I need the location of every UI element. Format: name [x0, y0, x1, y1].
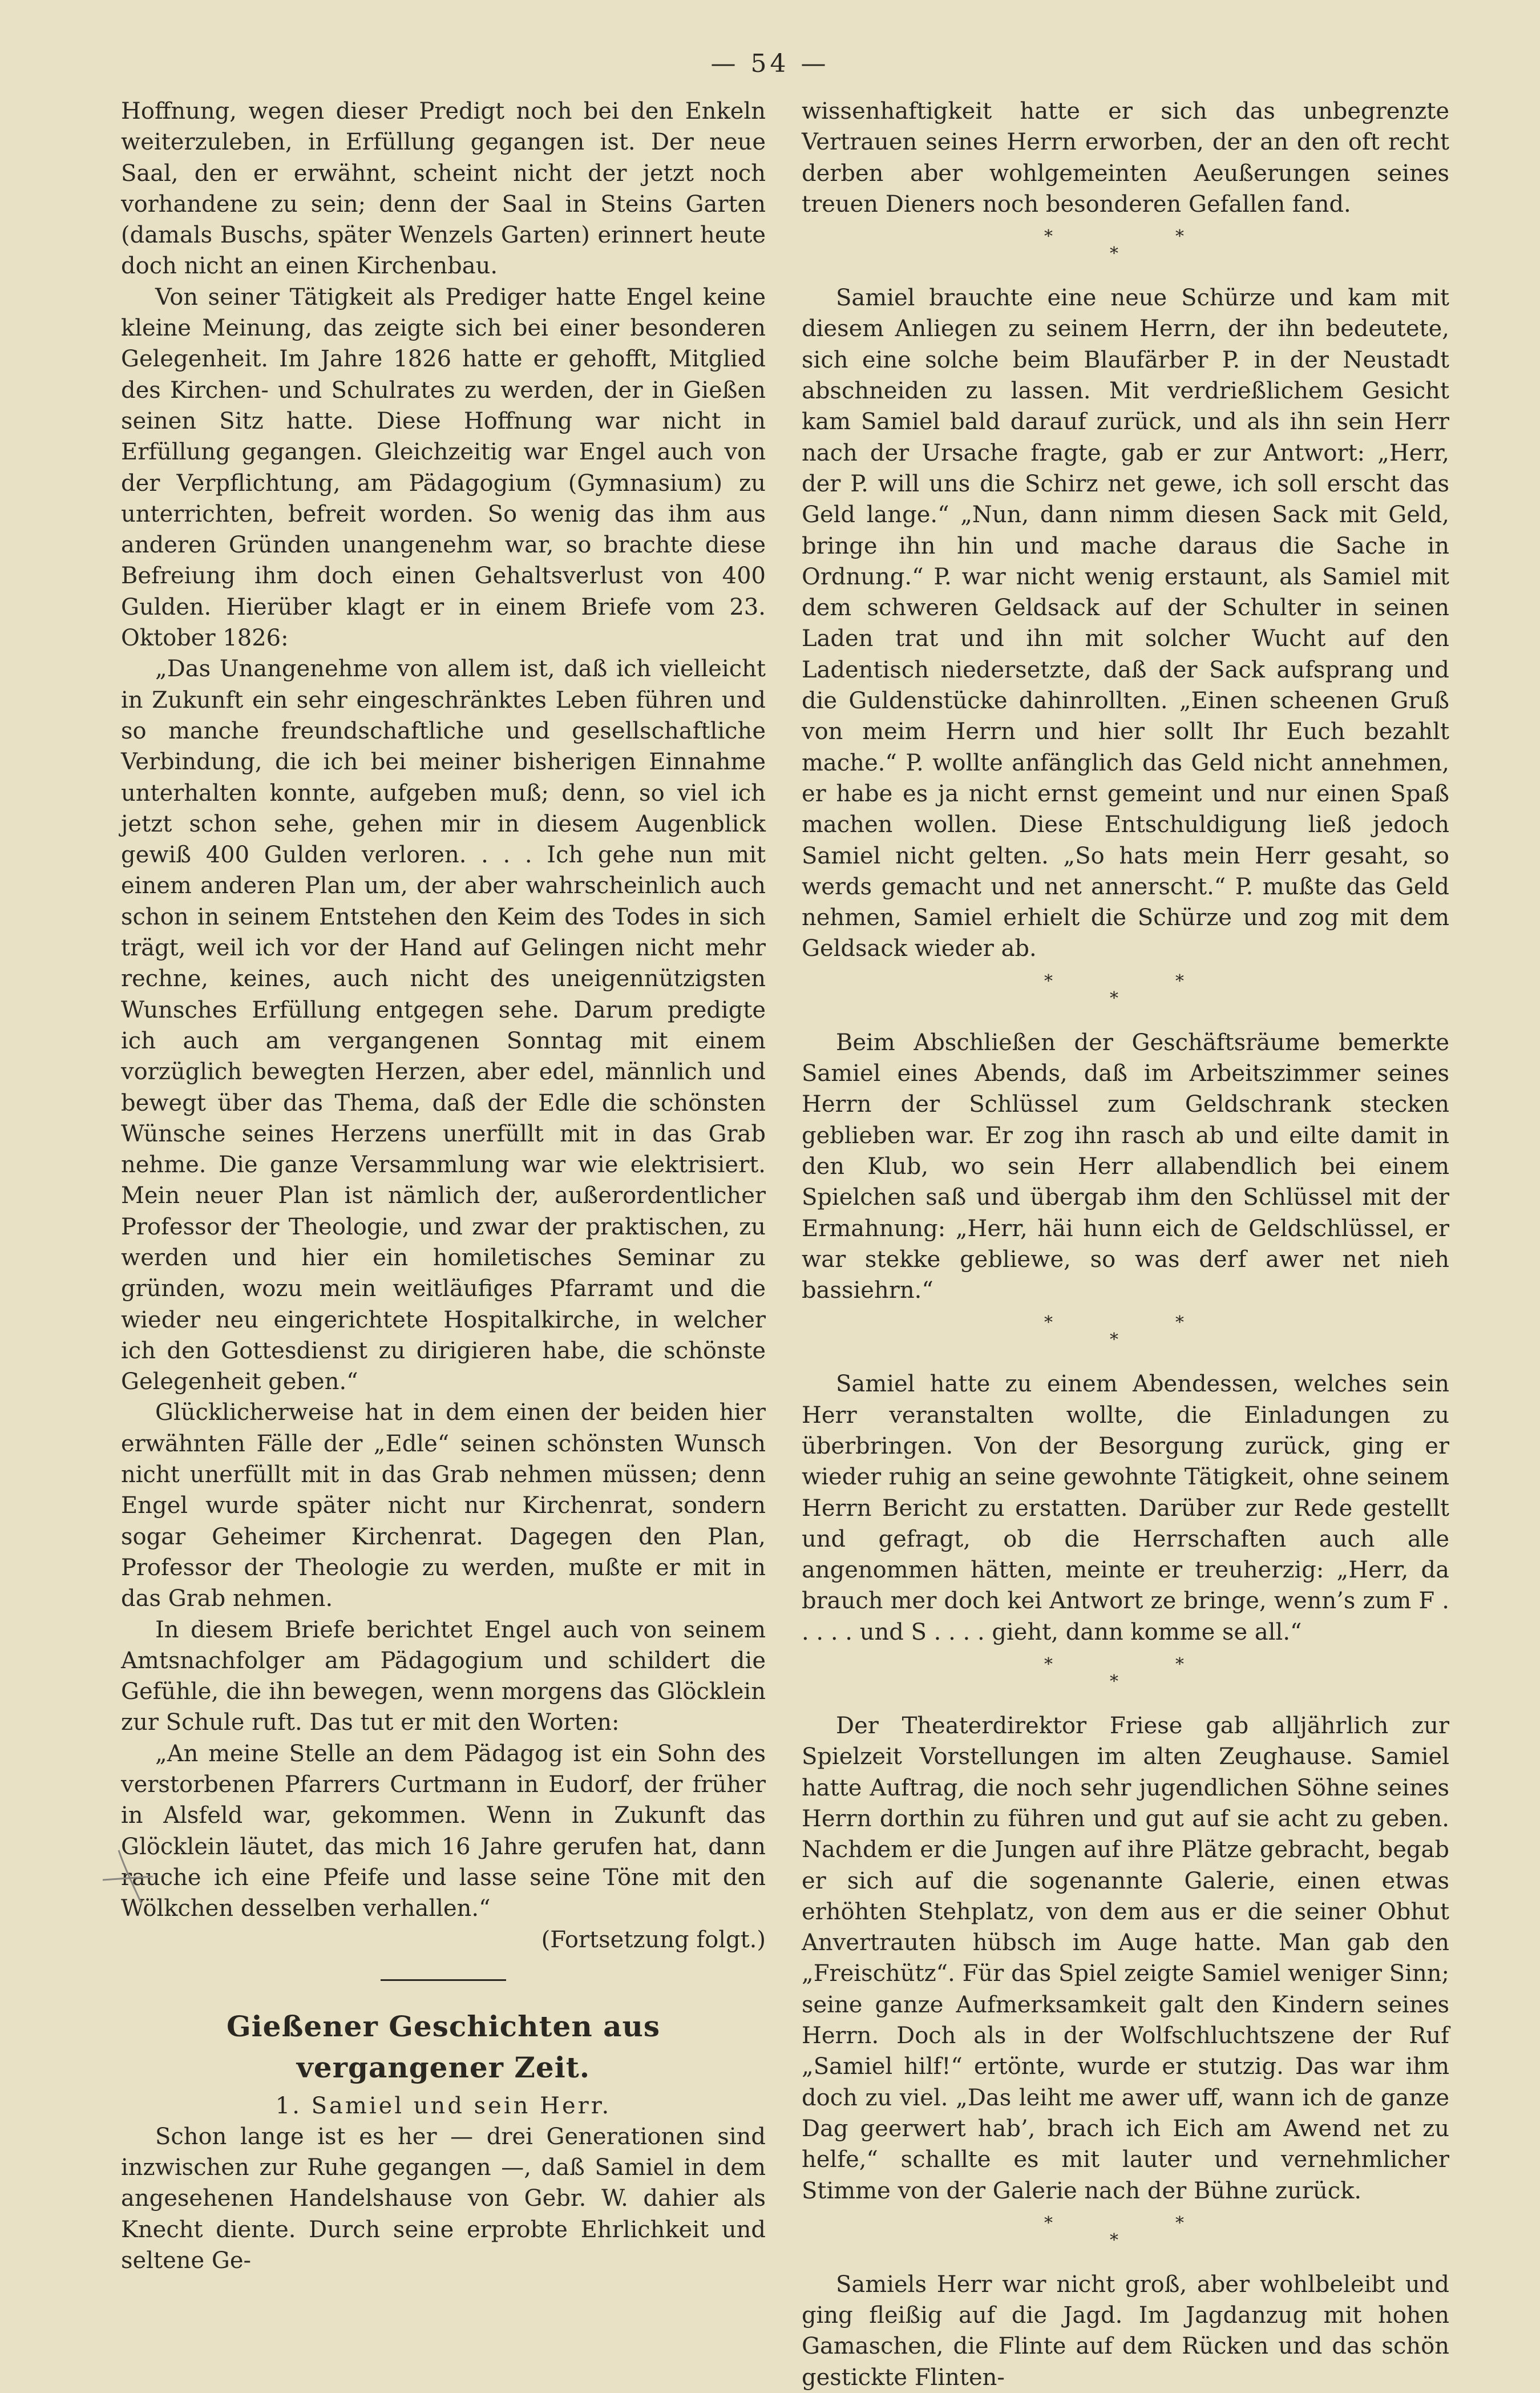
- paragraph: Beim Abschließen der Geschäftsräume bemerkte Samiel eines Abends, daß im Arbeitszimmer seines Herrn der Schlüssel zum Geldschrank stecken geblieben war. Er zog ihn rasch ab und eilte damit in den Klub, wo sein Herr allabendlich bei einem Spielchen saß und übergab ihm den Schlüssel mit der Ermahnung: „Herr, häi hunn eich de Geldschlüssel, er war stekke gebliewe, so was derf awer net nieh bassiehrn.“: [802, 1029, 1449, 1304]
- article-heading: Gießener Geschichten aus vergangener Zeit.: [226, 2009, 661, 2084]
- article-subheading: 1. Samiel und sein Herr.: [275, 2092, 612, 2119]
- section-divider: [381, 1979, 506, 1981]
- paragraph: In diesem Briefe berichtet Engel auch von seinem Amtsnachfolger am Pädagogium und schildert die Gefühle, die ihn bewegen, wenn morgens das Glöcklein zur Schule ruft. Das tut er mit den Worten:: [121, 1616, 766, 1736]
- paragraph: Der Theaterdirektor Friese gab alljährlich zur Spielzeit Vorstellungen im alten Zeughause. Samiel hatte Auftrag, die noch sehr jugendlichen Söhne seines Herrn dorthin zu führen und gut auf sie acht zu geben. Nachdem er die Jungen auf ihre Plätze gebracht, begab er sich auf die sogenannte Galerie, einen etwas erhöhten Stehplatz, von dem aus er die seiner Obhut Anvertrauten hübsch im Auge hatte. Man gab den „Freischütz“. Für das Spiel zeigte Samiel weniger Sinn; seine ganze Aufmerksamkeit galt den Kindern seines Herrn. Doch als in der Wolfschluchtszene der Ruf „Samiel hilf!“ ertönte, wurde er stutzig. Das war ihm doch zu viel. „Das leiht me awer uff, wann ich de ganze Dag geerwert hab’, brach ich Eich am Awend net zu helfe,“ schallte es mit lauter und vernehmlicher Stimme von der Galerie nach der Bühne zurück.: [802, 1713, 1449, 2204]
- section-break: [802, 1306, 1449, 1369]
- asterisk: *: [1044, 1654, 1053, 1675]
- asterisk: *: [1044, 1313, 1053, 1333]
- section-break: [802, 1648, 1449, 1710]
- right-column: [802, 96, 1449, 2393]
- asterisk: *: [1175, 971, 1184, 991]
- pencil-mark-icon: [102, 1845, 154, 1907]
- asterisk: *: [1175, 227, 1184, 247]
- quote-paragraph: „An meine Stelle an dem Pädagog ist ein Sohn des verstorbenen Pfarrers Curtmann in Eudorf, der früher in Alsfeld war, gekommen. Wenn in Zukunft das Glöcklein läutet, das mich 16 Jahre gerufen hat, dann rauche ich eine Pfeife und lasse seine Töne mit den Wölkchen desselben verhallen.“: [121, 1740, 766, 1922]
- asterisk: *: [1110, 1672, 1118, 1692]
- paragraph: Von seiner Tätigkeit als Prediger hatte Engel keine kleine Meinung, das zeigte sich bei einer besonderen Gelegenheit. Im Jahre 1826 hatte er gehofft, Mitglied des Kirchen- und Schulrates zu werden, der in Gießen seinen Sitz hatte. Diese Hoffnung war nicht in Erfüllung gegangen. Gleichzeitig war Engel auch von der Verpflichtung, am Pädagogium (Gymnasium) zu unterrichten, befreit worden. So wenig das ihm aus anderen Gründen unangenehm war, so brachte diese Befreiung ihm doch einen Gehaltsverlust von 400 Gulden. Hierüber klagt er in einem Briefe vom 23. Oktober 1826:: [121, 284, 766, 652]
- paragraph: Schon lange ist es her — drei Generationen sind inzwischen zur Ruhe gegangen —, daß Samiel in dem angesehenen Handelshause von Gebr. W. dahier als Knecht diente. Durch seine erprobte Ehrlichkeit und seltene Ge-: [121, 2123, 766, 2274]
- paragraph: Hoffnung, wegen dieser Predigt noch bei den Enkeln weiterzuleben, in Erfüllung gegangen ist. Der neue Saal, den er erwähnt, scheint nicht der jetzt noch vorhandene zu sein; denn der Saal in Steins Garten (damals Buschs, später Wenzels Garten) erinnert heute doch nicht an einen Kirchenbau.: [121, 98, 766, 280]
- asterisk: *: [1044, 2213, 1053, 2233]
- section-break: [802, 220, 1449, 283]
- paragraph: Glücklicherweise hat in dem einen der beiden hier erwähnten Fälle der „Edle“ seinen schönsten Wunsch nicht unerfüllt mit in das Grab nehmen müssen; denn Engel wurde später nicht nur Kirchenrat, sondern sogar Geheimer Kirchenrat. Dagegen den Plan, Professor der Theologie zu werden, mußte er mit in das Grab nehmen.: [121, 1399, 766, 1612]
- quote-paragraph: „Das Unangenehme von allem ist, daß ich vielleicht in Zukunft ein sehr eingeschränktes Leben führen und so manche freundschaftliche und gesellschaftliche Verbindung, die ich bei meiner bisherigen Einnahme unterhalten konnte, aufgeben muß; denn, so viel ich jetzt schon sehe, gehen mir in diesem Augenblick gewiß 400 Gulden verloren. . . . Ich gehe nun mit einem anderen Plan um, der aber wahrscheinlich auch schon in seinem Entstehen den Keim des Todes in sich trägt, weil ich vor der Hand auf Gelingen nicht mehr rechne, keines, auch nicht des uneigennützigsten Wunsches Erfüllung entgegen sehe. Darum predigte ich auch am vergangenen Sonntag mit einem vorzüglich bewegten Herzen, aber edel, männlich und bewegt über das Thema, daß der Edle die schönsten Wünsche seines Herzens unerfüllt mit in das Grab nehme. Die ganze Versammlung war wie elektrisiert. Mein neuer Plan ist nämlich der, außerordentlicher Professor der Theologie, und zwar der praktischen, zu werden und hier ein homiletisches Seminar zu gründen, wozu mein weitläufiges Pfarramt und die wieder neu eingerichtete Hospitalkirche, in welcher ich den Gottesdienst zu dirigieren habe, die schönste Gelegenheit geben.“: [121, 656, 766, 1395]
- asterisk: *: [1175, 1313, 1184, 1333]
- section-break: [802, 965, 1449, 1027]
- paragraph: Samiel brauchte eine neue Schürze und kam mit diesem Anliegen zu seinem Herrn, der ihn bedeutete, sich eine solche beim Blaufärber P. in der Neustadt abschneiden zu lassen. Mit verdrießlichem Gesicht kam Samiel bald darauf zurück, und als ihn sein Herr nach der Ursache fragte, gab er zur Antwort: „Herr, der P. will uns die Schirz net gewe, ich soll erscht das Geld lange.“ „Nun, dann nimm diesen Sack mit Geld, bringe ihn hin und mache daraus die Sache in Ordnung.“ P. war nicht wenig erstaunt, als Samiel mit dem schweren Geldsack auf der Schulter in seinen Laden trat und ihn mit solcher Wucht auf den Ladentisch niedersetzte, daß der Sack aufsprang und die Guldenstücke dahinrollten. „Einen scheenen Gruß von meim Herrn und hier sollt Ihr Euch bezahlt mache.“ P. wollte anfänglich das Geld nicht annehmen, er habe es ja nicht ernst gemeint und nur einen Spaß machen wollen. Diese Entschuldigung ließ jedoch Samiel nicht gelten. „So hats mein Herr gesaht, so werds gemacht und net annerscht.“ P. mußte das Geld nehmen, Samiel erhielt die Schürze und zog mit dem Geldsack wieder ab.: [802, 285, 1449, 962]
- paragraph: Samiel hatte zu einem Abendessen, welches sein Herr veranstalten wollte, die Einladungen zu überbringen. Von der Besorgung zurück, ging er wieder ruhig an seine gewohnte Tätigkeit, ohne seinem Herrn Bericht zu erstatten. Darüber zur Rede gestellt und gefragt, ob die Herrschaften auch alle angenommen hätten, meinte er treuherzig: „Herr, da brauch mer doch kei Antwort ze bringe, wenn’s zum F . . . . . und S . . . . gieht, dann komme se all.“: [802, 1371, 1449, 1645]
- paragraph: Samiels Herr war nicht groß, aber wohlbeleibt und ging fleißig auf die Jagd. Im Jagdanzug mit hohen Gamaschen, die Flinte auf dem Rücken und das schön gestickte Flinten-: [802, 2271, 1449, 2391]
- asterisk: *: [1110, 244, 1118, 264]
- asterisk: *: [1175, 1654, 1184, 1675]
- asterisk: *: [1044, 227, 1053, 247]
- asterisk: *: [1110, 988, 1118, 1008]
- asterisk: *: [1110, 1330, 1118, 1350]
- asterisk: *: [1044, 971, 1053, 991]
- left-column: [121, 96, 766, 2276]
- paragraph: wissenhaftigkeit hatte er sich das unbegrenzte Vertrauen seines Herrn erworben, der an den oft recht derben aber wohlgemeinten Aeußerungen seines treuen Dieners noch besonderen Gefallen fand.: [802, 98, 1449, 217]
- page-number: — 54 —: [710, 49, 830, 78]
- section-break: [802, 2206, 1449, 2269]
- asterisk: *: [1175, 2213, 1184, 2233]
- continuation-note: (Fortsetzung folgt.): [541, 1926, 766, 1953]
- asterisk: *: [1110, 2230, 1118, 2250]
